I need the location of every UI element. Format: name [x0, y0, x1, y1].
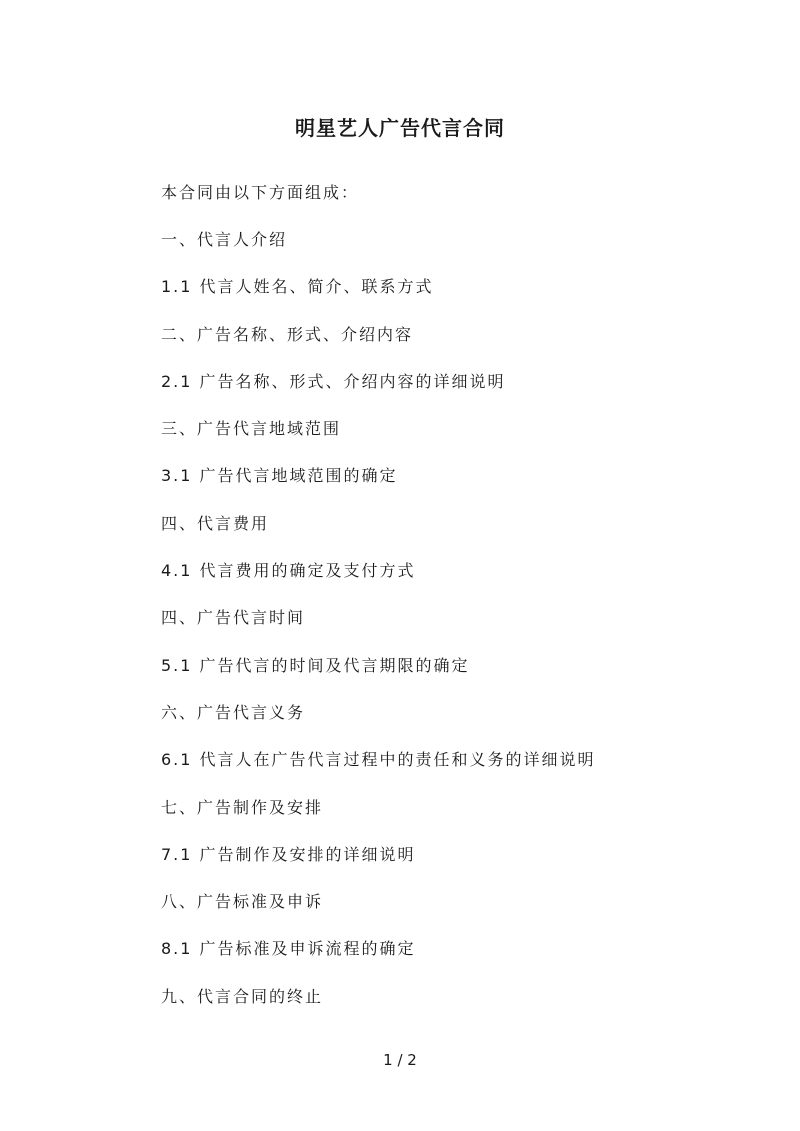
- outline-line: 1.1 代言人姓名、简介、联系方式: [161, 277, 434, 297]
- outline-line: 二、广告名称、形式、介绍内容: [161, 324, 414, 344]
- outline-line: 4.1 代言费用的确定及支付方式: [161, 561, 416, 581]
- outline-line: 一、代言人介绍: [161, 230, 288, 249]
- outline-line: 九、代言合同的终止: [161, 986, 324, 1006]
- document-title: 明星艺人广告代言合同: [295, 116, 505, 140]
- intro-paragraph: 本合同由以下方面组成：: [161, 183, 360, 202]
- outline-line: 8.1 广告标准及申诉流程的确定: [161, 939, 416, 959]
- contract-outline: [161, 226, 596, 1030]
- outline-line: 三、广告代言地域范围: [161, 419, 342, 439]
- outline-line: 5.1 广告代言的时间及代言期限的确定: [161, 655, 470, 675]
- outline-line: 3.1 广告代言地域范围的确定: [161, 466, 398, 486]
- outline-line: 6.1 代言人在广告代言过程中的责任和义务的详细说明: [161, 750, 596, 770]
- outline-line: 7.1 广告制作及安排的详细说明: [161, 844, 416, 864]
- outline-line: 七、广告制作及安排: [161, 797, 324, 817]
- outline-line: 四、广告代言时间: [161, 608, 306, 628]
- outline-line: 六、广告代言义务: [161, 702, 306, 722]
- outline-line: 四、代言费用: [161, 513, 270, 533]
- outline-line: 八、广告标准及申诉: [161, 892, 324, 912]
- page-number: 1 / 2: [383, 1051, 417, 1069]
- outline-line: 2.1 广告名称、形式、介绍内容的详细说明: [161, 371, 506, 391]
